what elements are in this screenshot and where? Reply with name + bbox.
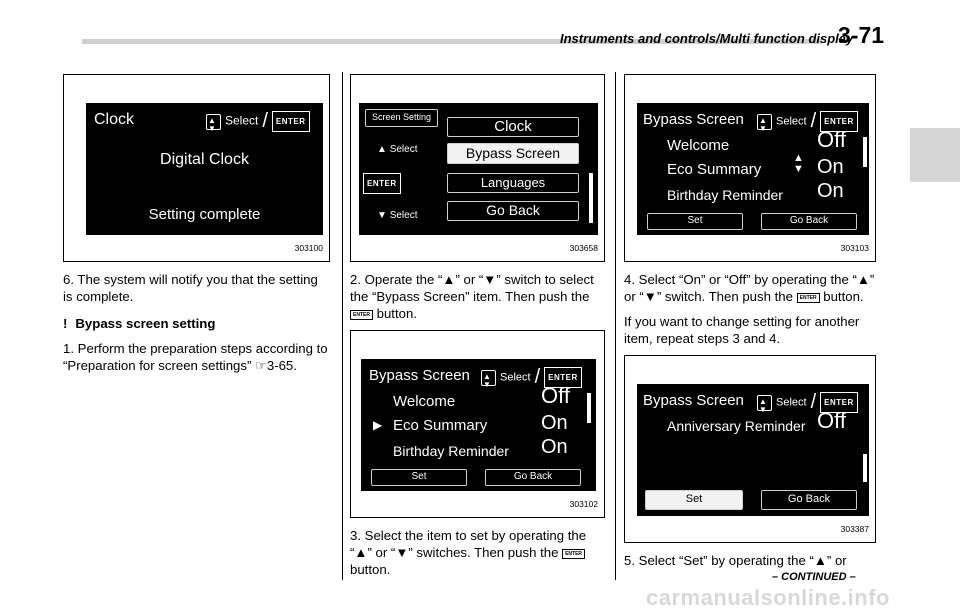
reference-icon: ☞ — [255, 358, 267, 373]
section-title: Instruments and controls/Multi function display — [560, 31, 854, 46]
row-value[interactable]: On — [541, 436, 568, 458]
select-label: Select — [776, 115, 807, 128]
row-label[interactable]: Birthday Reminder — [393, 443, 509, 459]
watermark: carmanualsonline.info — [646, 585, 890, 610]
setting-complete-text: Setting complete — [148, 206, 261, 223]
row-value[interactable]: Off — [817, 408, 846, 433]
enter-icon: ENTER — [350, 310, 373, 320]
scrollbar[interactable] — [863, 454, 867, 482]
row-label[interactable]: Eco Summary — [393, 417, 488, 434]
screen-title: Bypass Screen — [369, 367, 470, 384]
row-value[interactable]: On — [817, 156, 844, 178]
enter-icon: ENTER — [562, 549, 585, 559]
step-5: 5. Select “Set” by operating the “▲” or — [624, 553, 847, 568]
up-arrow-icon: ▲ — [856, 272, 870, 287]
figure-code: 303103 — [840, 243, 869, 253]
row-value[interactable]: Off — [541, 383, 570, 408]
enter-icon: ENTER — [363, 173, 401, 194]
heading-marker: ! — [63, 316, 68, 331]
step-3: 3. Select the item to set by operating the “▲” or “▼” switches. Then push the ENTER button. — [350, 528, 587, 577]
repeat-note: If you want to change setting for another item, repeat steps 3 and 4. — [624, 314, 860, 346]
screen-title: Clock — [94, 111, 135, 128]
figure-bypass-screen-eco — [350, 330, 605, 518]
up-arrow-icon: ▲ — [813, 553, 827, 568]
display-screen: Clock ▲ ▼ Select / ENTER Digital Clock Setting complete — [86, 103, 323, 235]
row-label[interactable]: Welcome — [393, 393, 456, 410]
down-arrow-icon: ▼ — [377, 210, 387, 221]
display-screen — [359, 103, 598, 235]
down-arrow-icon: ▼ — [395, 545, 409, 560]
select-icon — [481, 370, 496, 386]
select-icon — [757, 114, 772, 130]
section-heading — [63, 315, 330, 332]
go-back-button[interactable]: Go Back — [761, 213, 857, 230]
menu-item-go-back[interactable]: Go Back — [447, 201, 579, 221]
figure-code: 303102 — [569, 499, 598, 509]
column-3 — [624, 74, 876, 577]
figure-bypass-screen-set — [624, 355, 876, 543]
up-down-arrows-icon: ▲ ▼ — [793, 152, 804, 175]
screen-title: Bypass Screen — [643, 111, 744, 128]
enter-icon: ENTER — [797, 293, 820, 303]
enter-icon: ENTER — [272, 111, 310, 132]
row-value[interactable]: On — [817, 180, 844, 202]
scrollbar[interactable] — [863, 137, 867, 167]
up-arrow-icon: ▲ — [442, 272, 456, 287]
set-button[interactable]: Set — [645, 490, 743, 510]
figure-code: 303100 — [294, 243, 323, 253]
pointer-icon: ▶ — [373, 418, 383, 432]
chapter-tab — [910, 128, 960, 182]
column-divider-1 — [342, 72, 343, 580]
enter-icon: ENTER — [820, 111, 858, 132]
select-down-label: ▼ Select — [377, 210, 418, 221]
row-label[interactable]: Eco Summary — [667, 161, 762, 178]
column-1 — [63, 74, 330, 382]
screen-setting-label: Screen Setting — [365, 109, 438, 127]
figure-code: 303658 — [569, 243, 598, 253]
row-label[interactable]: Anniversary Reminder — [667, 418, 806, 434]
menu-item-bypass-screen[interactable]: Bypass Screen — [447, 143, 579, 164]
go-back-button[interactable]: Go Back — [761, 490, 857, 510]
continued-label: – CONTINUED – — [772, 571, 856, 583]
select-icon — [757, 395, 772, 411]
figure-bypass-screen-onoff — [624, 74, 876, 262]
display-screen: Bypass Screen ▲ ▼ Select / ENTER Welcome Off Eco Summary ▲ ▼ On Birthday Reminder On Set Go Back — [637, 103, 869, 235]
menu-item-clock[interactable]: Clock — [447, 117, 579, 137]
page-number: 3-71 — [838, 22, 885, 48]
enter-icon: ENTER — [820, 392, 858, 413]
column-divider-2 — [615, 72, 616, 580]
down-arrow-icon: ▼ — [643, 289, 657, 304]
up-arrow-icon: ▲ — [354, 545, 368, 560]
set-button[interactable]: Set — [371, 469, 467, 486]
select-label: Select — [776, 396, 807, 409]
step-2: 2. Operate the “▲” or “▼” switch to select the “Bypass Screen” item. Then push the ENTER button. — [350, 272, 594, 321]
go-back-button[interactable]: Go Back — [485, 469, 581, 486]
row-label[interactable]: Birthday Reminder — [667, 187, 783, 203]
step-1-text: 1. Perform the preparation steps according to “Preparation for screen settings” — [63, 341, 328, 373]
step-6: 6. The system will notify you that the setting is complete. — [63, 272, 318, 304]
figure-code: 303387 — [840, 524, 869, 534]
select-icon — [206, 114, 221, 130]
scrollbar[interactable] — [589, 173, 593, 223]
digital-clock-text: Digital Clock — [160, 151, 249, 168]
scrollbar[interactable] — [587, 393, 591, 423]
set-button[interactable]: Set — [647, 213, 743, 230]
row-value[interactable]: On — [541, 412, 568, 434]
figure-screen-setting-menu — [350, 74, 605, 262]
page-reference-link[interactable]: 3-65. — [266, 358, 297, 373]
heading-text: Bypass screen setting — [75, 316, 216, 331]
menu-item-languages[interactable]: Languages — [447, 173, 579, 193]
row-value[interactable]: Off — [817, 127, 846, 152]
screen-title: Bypass Screen — [643, 392, 744, 409]
step-1 — [63, 340, 330, 374]
select-up-label: ▲ Select — [377, 144, 418, 155]
down-arrow-icon: ▼ — [483, 272, 497, 287]
figure-clock-complete — [63, 74, 330, 262]
display-screen: Bypass Screen ▲ ▼ Select / ENTER Welcome Off ▶ Eco Summary On Birthday Reminder On Set Go Back — [361, 359, 596, 491]
select-label: Select — [225, 113, 259, 128]
step-4: 4. Select “On” or “Off” by operating the “▲” or “▼” switch. Then push the ENTER button. — [624, 272, 875, 304]
row-label[interactable]: Welcome — [667, 137, 730, 154]
enter-icon: ENTER — [544, 367, 582, 388]
column-2 — [350, 74, 605, 586]
display-screen: Bypass Screen ▲ ▼ Select / ENTER Anniversary Reminder Off Set Go Back — [637, 384, 869, 516]
up-arrow-icon: ▲ — [377, 144, 387, 155]
select-label: Select — [500, 371, 531, 384]
